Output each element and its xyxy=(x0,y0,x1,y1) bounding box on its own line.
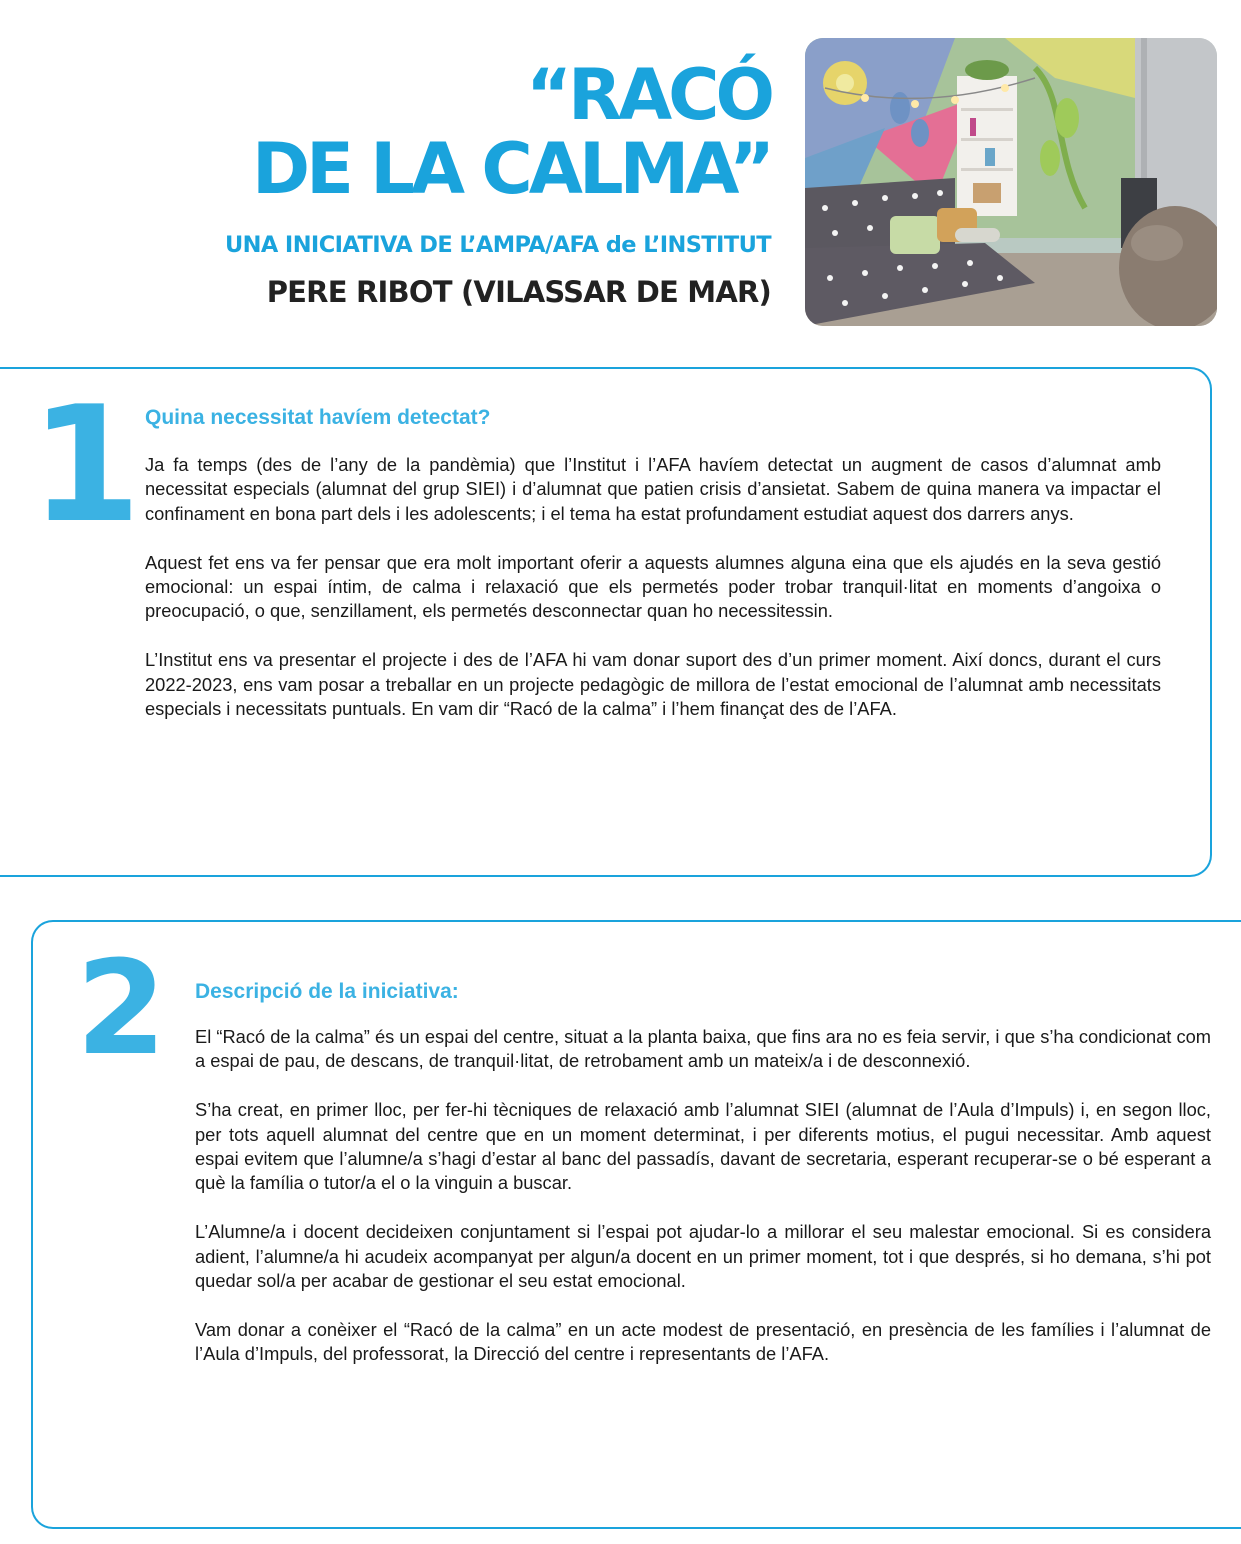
section-1-number: 1 xyxy=(30,371,138,558)
paragraph: L’Institut ens va presentar el projecte i des de l’AFA hi vam donar suport des d’un primer moment. Així doncs, durant el curs 2022-2023, ens vam posar a treballar en un projecte pedagògic de millora de l’estat emocional de l’alumnat amb necessitats especials i necessitats puntuals. En vam dir “Racó de la calma” i l’hem finançat des de l’AFA. xyxy=(145,649,1161,720)
subtitle-school: PERE RIBOT (VILASSAR DE MAR) xyxy=(266,275,771,309)
paragraph: L’Alumne/a i docent decideixen conjuntament si l’espai pot ajudar-lo a millorar el seu malestar emocional. Si es considera adient, l’alumne/a hi acudeix acompanyat per algun/a docent en un primer moment, tot i que després, si ho demana, s’hi pot quedar sol/a per acabar de gestionar el seu estat emocional. xyxy=(195,1221,1211,1292)
paragraph: S’ha creat, en primer lloc, per fer-hi tècniques de relaxació amb l’alumnat SIEI (alumnat de l’Aula d’Impuls) i, en segon lloc, per tots aquell alumnat del centre que en un moment determinat, i per diferents motius, el pugui necessitar. Amb aquest espai evitem que l’alumne/a s’hagi d’estar al banc del passadís, davant de secretaria, esperant recuperar-se o bé esperant a què la família o tutor/a el o la vinguin a buscar. xyxy=(195,1099,1211,1194)
subtitle: UNA INICIATIVA DE L’AMPA/AFA de L’INSTITUT xyxy=(224,232,771,258)
paragraph: El “Racó de la calma” és un espai del centre, situat a la planta baixa, que fins ara no es feia servir, i que s’ha condicionat com a espai de pau, de descans, de tranquil·litat, de retrobament amb un mateix/a i de desconnexió. xyxy=(195,1026,1211,1072)
paragraph: Vam donar a conèixer el “Racó de la calma” en un acte modest de presentació, en presència de les famílies i l’alumnat de l’Aula d’Impuls, del professorat, la Direcció del centre i representants de l’AFA. xyxy=(195,1318,1211,1365)
page-title xyxy=(251,54,771,210)
title-line-2: DE LA CALMA” xyxy=(251,128,771,210)
paragraph: Ja fa temps (des de l’any de la pandèmia) que l’Institut i l’AFA havíem detectat un augment de casos d’alumnat amb necessitat especials (alumnat del grup SIEI) i d’alumnat que patien crisis d’ansietat. Sabem de quina manera va impactar el confinament en bona part dels i les adolescents; i el tema ha estat profundament estudiat aquest dos darrers anys. xyxy=(145,454,1161,524)
section-2-number: 2 xyxy=(76,932,167,1084)
title-line-1: “RACÓ xyxy=(526,54,771,136)
section-2-heading: Descripció de la iniciativa: xyxy=(195,980,459,1003)
paragraph: Aquest fet ens va fer pensar que era molt important oferir a aquests alumnes alguna eina que els ajudés en la seva gestió emocional: un espai íntim, de calma i relaxació que els permetés poder trobar tranquil·litat en moments d’angoixa o preocupació, o que, senzillament, els permetés desconnectar quan ho necessitessin. xyxy=(145,551,1161,622)
section-2-body xyxy=(195,1025,1211,1391)
calm-corner-photo xyxy=(805,38,1217,326)
section-1-body xyxy=(145,453,1161,746)
section-1-heading: Quina necessitat havíem detectat? xyxy=(145,406,491,429)
